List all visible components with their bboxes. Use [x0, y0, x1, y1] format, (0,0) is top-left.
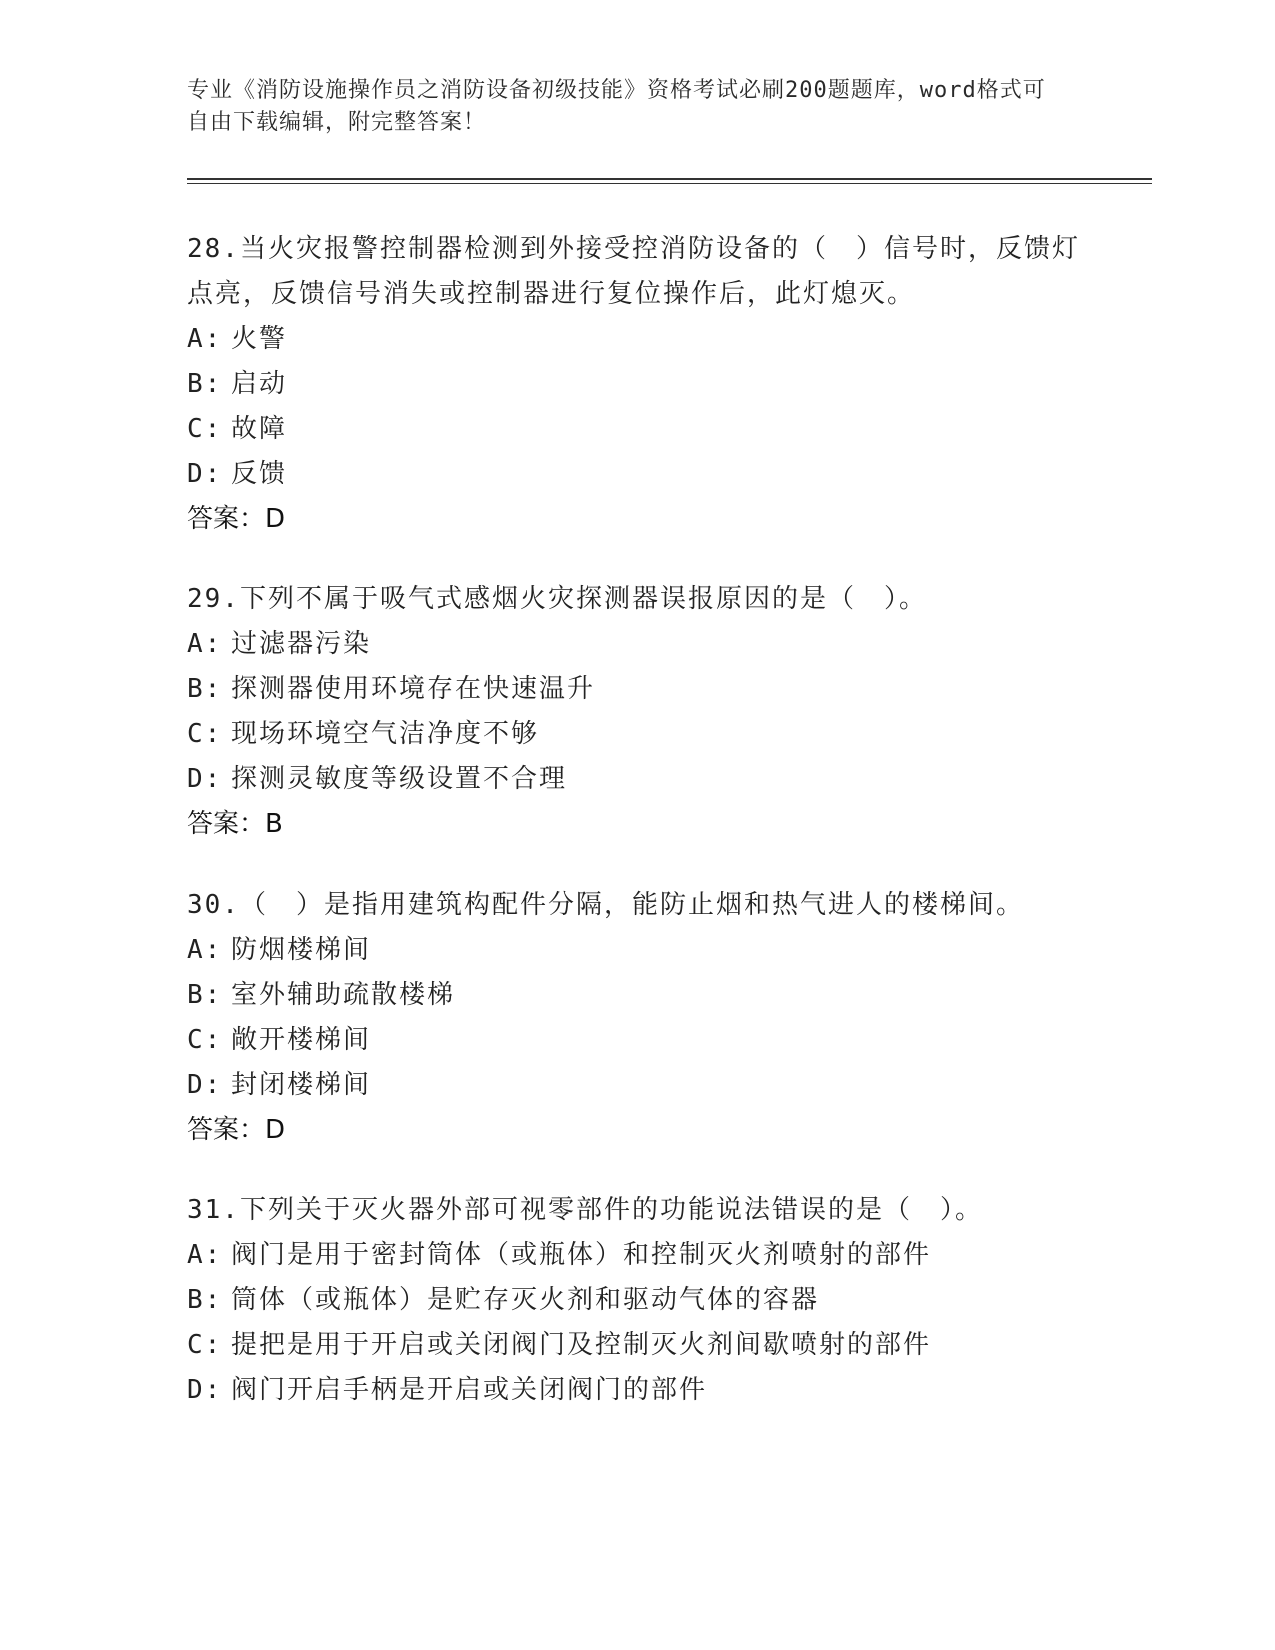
- option-text: 阀门开启手柄是开启或关闭阀门的部件: [231, 1375, 708, 1405]
- option-c: [187, 1323, 1087, 1368]
- option-text: 防烟楼梯间: [231, 935, 372, 965]
- document-header: 专业《消防设施操作员之消防设备初级技能》资格考试必刷200题题库，word格式可自由下载编辑，附完整答案！: [187, 78, 1046, 135]
- option-b: [187, 362, 1087, 407]
- option-a: [187, 317, 1087, 362]
- option-text: 探测器使用环境存在快速温升: [231, 674, 596, 704]
- option-a: [187, 928, 1087, 973]
- option-letter: B:: [187, 980, 223, 1010]
- question-31: [187, 1188, 1087, 1413]
- option-letter: B:: [187, 674, 223, 704]
- option-text: 室外辅助疏散楼梯: [231, 980, 456, 1010]
- option-b: [187, 667, 1087, 712]
- question-stem: 30.（ ）是指用建筑构配件分隔，能防止烟和热气进人的楼梯间。: [187, 890, 1024, 920]
- option-letter: A:: [187, 629, 223, 659]
- option-text: 敞开楼梯间: [231, 1025, 372, 1055]
- question-30: [187, 883, 1087, 1153]
- option-d: [187, 1063, 1087, 1108]
- option-letter: D:: [187, 764, 223, 794]
- answer-line: 答案：B: [187, 809, 283, 839]
- option-letter: A:: [187, 324, 223, 354]
- option-text: 过滤器污染: [231, 629, 372, 659]
- option-letter: D:: [187, 1070, 223, 1100]
- option-text: 提把是用于开启或关闭阀门及控制灭火剂间歇喷射的部件: [231, 1330, 932, 1360]
- option-letter: A:: [187, 935, 223, 965]
- option-d: [187, 757, 1087, 802]
- question-28: [187, 227, 1087, 542]
- option-letter: D:: [187, 1375, 223, 1405]
- option-c: [187, 712, 1087, 757]
- option-letter: C:: [187, 1330, 223, 1360]
- option-text: 筒体（或瓶体）是贮存灭火剂和驱动气体的容器: [231, 1285, 820, 1315]
- option-b: [187, 973, 1087, 1018]
- option-text: 反馈: [231, 459, 288, 489]
- answer-line: 答案：D: [187, 1115, 286, 1145]
- option-text: 探测灵敏度等级设置不合理: [231, 764, 568, 794]
- option-text: 火警: [231, 324, 288, 354]
- header-divider-thick: [187, 178, 1152, 180]
- question-stem: 31.下列关于灭火器外部可视零部件的功能说法错误的是（ ）。: [187, 1195, 983, 1225]
- option-d: [187, 452, 1087, 497]
- option-text: 现场环境空气洁净度不够: [231, 719, 540, 749]
- question-stem: 28.当火灾报警控制器检测到外接受控消防设备的（ ）信号时，反馈灯点亮，反馈信号消失或控制器进行复位操作后，此灯熄灭。: [187, 234, 1080, 309]
- option-text: 封闭楼梯间: [231, 1070, 372, 1100]
- option-c: [187, 1018, 1087, 1063]
- option-letter: C:: [187, 719, 223, 749]
- option-a: [187, 622, 1087, 667]
- option-letter: D:: [187, 459, 223, 489]
- answer-line: 答案：D: [187, 504, 286, 534]
- option-text: 启动: [231, 369, 288, 399]
- option-c: [187, 407, 1087, 452]
- option-letter: C:: [187, 1025, 223, 1055]
- question-29: [187, 577, 1087, 847]
- option-a: [187, 1233, 1087, 1278]
- option-text: 阀门是用于密封筒体（或瓶体）和控制灭火剂喷射的部件: [231, 1240, 932, 1270]
- option-text: 故障: [231, 414, 288, 444]
- option-letter: A:: [187, 1240, 223, 1270]
- option-b: [187, 1278, 1087, 1323]
- option-d: [187, 1368, 1087, 1413]
- header-divider-thin: [187, 183, 1152, 184]
- option-letter: B:: [187, 1285, 223, 1315]
- question-stem: 29.下列不属于吸气式感烟火灾探测器误报原因的是（ ）。: [187, 584, 927, 614]
- option-letter: C:: [187, 414, 223, 444]
- option-letter: B:: [187, 369, 223, 399]
